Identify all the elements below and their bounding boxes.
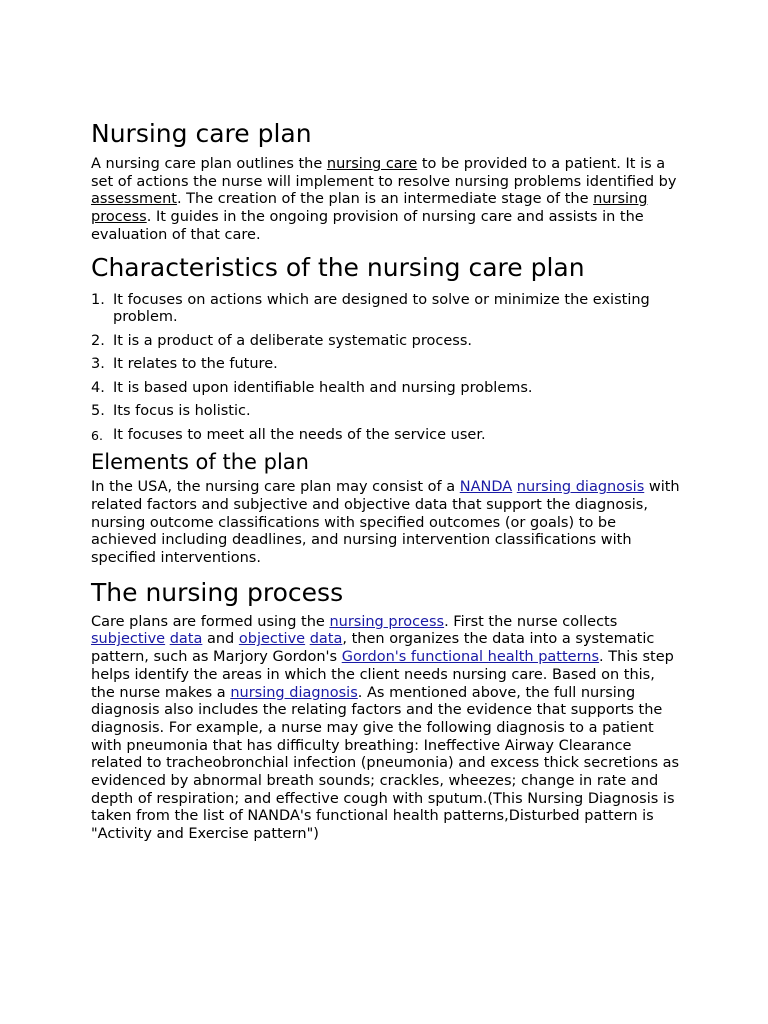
elements-heading: Elements of the plan (91, 450, 309, 475)
list-number: 6. (91, 427, 103, 443)
list-item (91, 292, 681, 327)
page-title: Nursing care plan (91, 119, 312, 148)
list-item (91, 403, 681, 421)
intro-paragraph (91, 156, 681, 245)
nursing-process-link[interactable]: nursing process (329, 613, 445, 630)
nursing-diagnosis-link[interactable]: nursing diagnosis (230, 684, 358, 701)
elements-paragraph (91, 479, 681, 568)
gordons-patterns-link[interactable]: Gordon's functional health patterns (341, 649, 600, 666)
list-number: 1. (91, 291, 105, 308)
text-run: . It guides in the ongoing provision of nursing care and assists in the evaluation of that care. (91, 209, 644, 243)
list-number: 5. (91, 403, 105, 420)
list-item (91, 333, 681, 351)
text-run: . This step helps identify the areas in which the client needs nursing care. Based on this, the nurse makes a (91, 649, 674, 701)
list-item (91, 427, 681, 445)
nursing-diagnosis-link[interactable]: nursing diagnosis (516, 479, 645, 496)
list-item-text: It focuses on actions which are designed to solve or minimize the existing problem. (113, 291, 650, 326)
text-run: Care plans are formed using the (91, 613, 330, 630)
document-body (91, 112, 681, 844)
text-run: . First the nurse collects (444, 613, 618, 630)
characteristics-list (91, 292, 681, 445)
nursing-care-link[interactable]: nursing care (326, 156, 418, 172)
list-item-text: It focuses to meet all the needs of the service user. (113, 426, 486, 443)
text-run: and (202, 631, 239, 648)
list-number: 2. (91, 332, 105, 349)
process-heading: The nursing process (91, 577, 344, 607)
list-item (91, 356, 681, 374)
subjective-link[interactable]: subjective (91, 631, 166, 648)
text-run: to be provided to a patient. It is a set of actions the nurse will implement to resolve nursing problems identified by (91, 156, 677, 190)
list-item-text: It relates to the future. (113, 356, 278, 373)
list-number: 3. (91, 356, 105, 373)
text-run: . The creation of the plan is an intermediate stage of the (176, 191, 594, 208)
list-item (91, 380, 681, 398)
data-link[interactable]: data (309, 631, 343, 648)
objective-link[interactable]: objective (238, 631, 306, 648)
text-run: . As mentioned above, the full nursing diagnosis also includes the relating factors and the evidence that supports the diagnosis. For example, a nurse may give the following diagnosis to a patient with pneumonia that has difficulty breathing: Ineffective Airway Clearance related to tracheobronchial infection (pneumonia) and excess thick secretions as evidenced by abnormal breath sounds; crackles, wheezes; change in rate and depth of respiration; and effective cough with sputum.(This Nursing Diagnosis is taken from the list of NANDA's functional health patterns,Disturbed pattern is "Activity and Exercise pattern") (91, 684, 680, 843)
assessment-link[interactable]: assessment (91, 191, 177, 208)
process-paragraph (91, 614, 681, 844)
nursing-process-link[interactable]: nursing process (91, 191, 648, 226)
list-item-text: It is based upon identifiable health and nursing problems. (113, 379, 533, 396)
list-item-text: It is a product of a deliberate systematic process. (113, 332, 473, 349)
data-link[interactable]: data (169, 631, 203, 648)
nanda-link[interactable]: NANDA (459, 479, 513, 496)
text-run: In the USA, the nursing care plan may consist of a (91, 479, 460, 496)
list-item-text: Its focus is holistic. (113, 403, 251, 420)
text-run: A nursing care plan outlines the (91, 156, 327, 172)
text-run: , then organizes the data into a systematic pattern, such as Marjory Gordon's (91, 631, 655, 666)
list-number: 4. (91, 379, 105, 396)
characteristics-heading: Characteristics of the nursing care plan (91, 252, 585, 282)
text-run: with related factors and subjective and objective data that support the diagnosis, nursing outcome classifications with specified outcomes (or goals) to be achieved including deadlines, and nursing intervention classifications with specified interventions. (91, 479, 680, 567)
